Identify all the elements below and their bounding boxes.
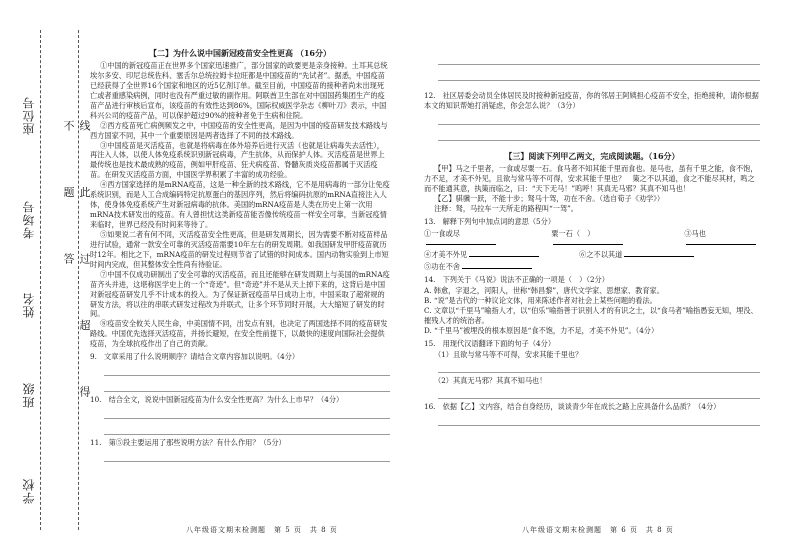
section-2-title: 【二】为什么说中国新冠疫苗安全性更高 （16分） — [149, 48, 331, 58]
answer-line[interactable] — [104, 449, 390, 462]
q13-row-3 — [424, 262, 760, 272]
page-5-column — [90, 48, 390, 465]
q13-item: ⑤功在不舍 — [424, 262, 460, 272]
article-paragraph: ②西方疫苗死亡病例频发之中，中国疫苗的安全性更高，是因为中国的疫苗研发技术路线与西方国家不同，其中一个重要原因是两者选择了不同的技术路线。 — [90, 120, 388, 140]
q13-row-1 — [424, 229, 760, 249]
q13-item: ④才美不外见 — [424, 250, 468, 260]
q14-option-b[interactable]: B. “说”是古代的一种议论文体，用来陈述作者对社会上某些问题的看法。 — [424, 296, 657, 306]
answer-blank[interactable] — [426, 244, 496, 245]
article-paragraph: ④西方国家选择的是mRNA疫苗，这是一种全新的技术路线，它不是用病毒的一部分让免疫系统识别，而是人工合成编码特定抗原蛋白的基因序列，然后将编码抗原的mRNA直接注入人体，使身体免疫系统产生对新冠病毒的抗体。美国的mRNA疫苗是人类在历史上第一次用mRNA技术研发出的疫苗。有人曾担忧这类新疫苗能否像传统疫苗一样安全可靠，当新冠疫情来临时，世界已经没有时间来等待了。 — [90, 180, 390, 230]
fold-line-inner — [78, 30, 79, 530]
class-label: 班级 — [22, 382, 36, 408]
answer-line[interactable] — [104, 379, 390, 392]
page-6-column — [424, 44, 760, 429]
q13-item: 粟一石（ ） — [551, 228, 595, 238]
answer-line[interactable] — [438, 386, 760, 399]
answer-line[interactable] — [438, 68, 760, 81]
seal-notice: 线 此 过 超 得 不 题 答 — [62, 120, 91, 423]
answer-line[interactable] — [104, 406, 390, 419]
page-6-footer: 八年级语文期末检测题 第 6 页 共 8 页 — [522, 526, 674, 534]
room-label: 考场号 — [22, 200, 36, 239]
answer-blank[interactable] — [624, 256, 694, 257]
school-label: 学校 — [22, 478, 36, 504]
q13-row-2 — [424, 250, 760, 260]
article-paragraph: ⑤如果说二者有何不同，灭活疫苗安全性更高，但是研发周期长，因为需要不断对疫苗样品进行试验，通常一款安全可靠的灭活疫苗需要10年左右的研发周期。如我国研发甲肝疫苗就历时12年。相比之下，mRNA疫苗的研发过程则节省了试错的时间成本。国内动物实验到上市短时间内完成，但其整体安全性尚有待验证。 — [90, 229, 389, 269]
question-14: 14. 下列关于《马说》说法不正确的一项是（ ）（2分） — [424, 275, 609, 285]
q14-option-d[interactable]: D. “千里马”被埋没的根本原因是“食不饱，力不足，才美不外见”。（4分） — [424, 325, 659, 335]
question-13: 13. 解释下列句中加点词的意思（5分） — [424, 216, 556, 226]
q13-item: ⑥之不以其道 — [579, 250, 623, 260]
answer-blank[interactable] — [553, 244, 623, 245]
text-yi: 【乙】骐骥一跃，不能十步；驽马十驾，功在不舍。（选自荀子《劝学》） — [434, 193, 665, 203]
question-16: 16. 依据【乙】文内容，结合自身经历，谈谈青少年在成长之路上应具备什么品质？（4分） — [424, 401, 721, 411]
q14-option-a[interactable]: A. 韩愈，字退之，河阳人，世称“韩昌黎”，唐代文学家、思想家、教育家。 — [424, 286, 664, 296]
question-9: 9. 文章采用了什么说明顺序？请结合文章内容加以说明。（4分） — [90, 352, 300, 362]
q13-item: ①一食或尽 — [424, 228, 460, 238]
answer-line[interactable] — [438, 413, 760, 426]
answer-blank[interactable] — [686, 244, 756, 245]
answer-line[interactable] — [438, 360, 760, 373]
question-10: 10. 结合全文，说说中国新冠疫苗为什么安全性更高？为什么上市早？（4分） — [90, 395, 344, 405]
q15-item-1: （1）且欲与常马等不可得，安求其能千里也？ — [434, 349, 583, 359]
text-jia: 【甲】马之千里者，一食或尽粟一石。食马者不知其能千里而食也。是马也，虽有千里之能，食不饱，力不足，才美不外见，且欲与常马等不可得，安求其能千里也？ 策之不以其道，食之不能尽其材，鸣之而不能通其意，执策而临之，曰：“天下无马！”呜呼！其真无马邪？其真不知马也！ — [424, 163, 758, 193]
text-note: 注释：驽，马拉车一天所走的路程叫“一驾”。 — [434, 203, 578, 213]
answer-line[interactable] — [438, 52, 760, 65]
answer-line[interactable] — [438, 128, 760, 141]
article-paragraph: ⑧疫苗安全攸关人民生命，中美国情不同，出发点有别，也决定了两国选择不同的疫苗研发路线。中国优先选择灭活疫苗，并扬长避短，在安全性前提下，以最快的速度向国际社会提供疫苗，为全球抗疫作出了自己的贡献。 — [90, 319, 388, 349]
article-paragraph: ③中国疫苗是灭活疫苗，也就是将病毒在体外培养后进行灭活（也就是让病毒失去活性），再注入人体，以使人体免疫系统识别新冠病毒，产生抗体，从而保护人体。灭活疫苗是世界上最传统也是技术最成熟的疫苗，例如甲肝疫苗、狂犬病疫苗、脊髓灰质炎疫苗都属于灭活疫苗。在研发灭活疫苗方面，中国医学界积累了丰富的成功经验。 — [90, 140, 385, 180]
answer-line[interactable] — [438, 112, 760, 125]
binding-margin — [0, 0, 91, 550]
article-paragraph: ⑦中国不仅成功研制出了安全可靠的灭活疫苗，而且还能够在研发周期上与美国的mRNA疫苗齐头并进，这堪称医学史上的一个“奇迹”。但“奇迹”并不是从天上掉下来的，这背后是中国对新冠疫苗研发几乎不计成本的投入。为了保证新冠疫苗早日成功上市，中国采取了超常规的研发方法，将以往的串联式研发过程改为并联式，让多个环节同时开展，大大缩短了研发的时间。 — [90, 269, 390, 319]
question-12: 12. 社区居委会动员全体居民及时接种新冠疫苗，你的邻居王阿姨担心疫苗不安全，拒绝接种，请你根据本文的知识帮她打消疑虑，你会怎么说？（3分） — [424, 91, 759, 110]
q14-option-c[interactable]: C. 文章以“千里马”喻指人才，以“伯乐”喻指善于识别人才的有识之士，以“食马者”喻指愚妄无知，埋没、摧残人才的统治者。 — [424, 306, 758, 326]
question-11: 11. 第⑤段主要运用了那些说明方法？有什么作用？（5分） — [90, 438, 286, 448]
article-paragraph: ①中国的新冠疫苗正在世界多个国家迅速推广，部分国家的政要更是亲身接种。土耳其总统埃尔多安、印尼总统佐科、塞舌尔总统拉姆卡拉旺都是中国疫苗的“先试者”。据悉，中国疫苗已经获得了全世界16个国家和地区的近5亿剂订单。截至目前，中国疫苗的接种者尚未出现死亡或者重感染病例，同时也没有严重过敏的副作用。阿联酋卫生部在对中国国药集团生产的疫苗产品进行审核后宣布，该疫苗的有效性达到86%，国际权威医学杂志《柳叶刀》表示，中国科兴公司的疫苗产品，可以保护超过90%的接种者免于生病和住院。 — [90, 61, 388, 120]
answer-blank[interactable] — [462, 268, 532, 269]
answer-line[interactable] — [104, 363, 390, 376]
q13-item: ③马也 — [684, 228, 706, 238]
section-3-title: 【三】阅读下列甲乙两文，完成阅读题。（16分） — [504, 150, 680, 161]
page-5-footer: 八年级语文期末检测题 第 5 页 共 8 页 — [186, 526, 338, 534]
fold-line-outer — [40, 30, 41, 530]
answer-line[interactable] — [104, 422, 390, 435]
q15-item-2: （2）其真无马邪？其真不知马也！ — [434, 375, 547, 385]
question-15: 15. 用现代汉语翻译下面的句子（4分） — [424, 338, 556, 348]
answer-blank[interactable] — [469, 256, 539, 257]
seat-label: 座位号 — [22, 96, 36, 135]
name-label: 姓名 — [22, 292, 36, 318]
